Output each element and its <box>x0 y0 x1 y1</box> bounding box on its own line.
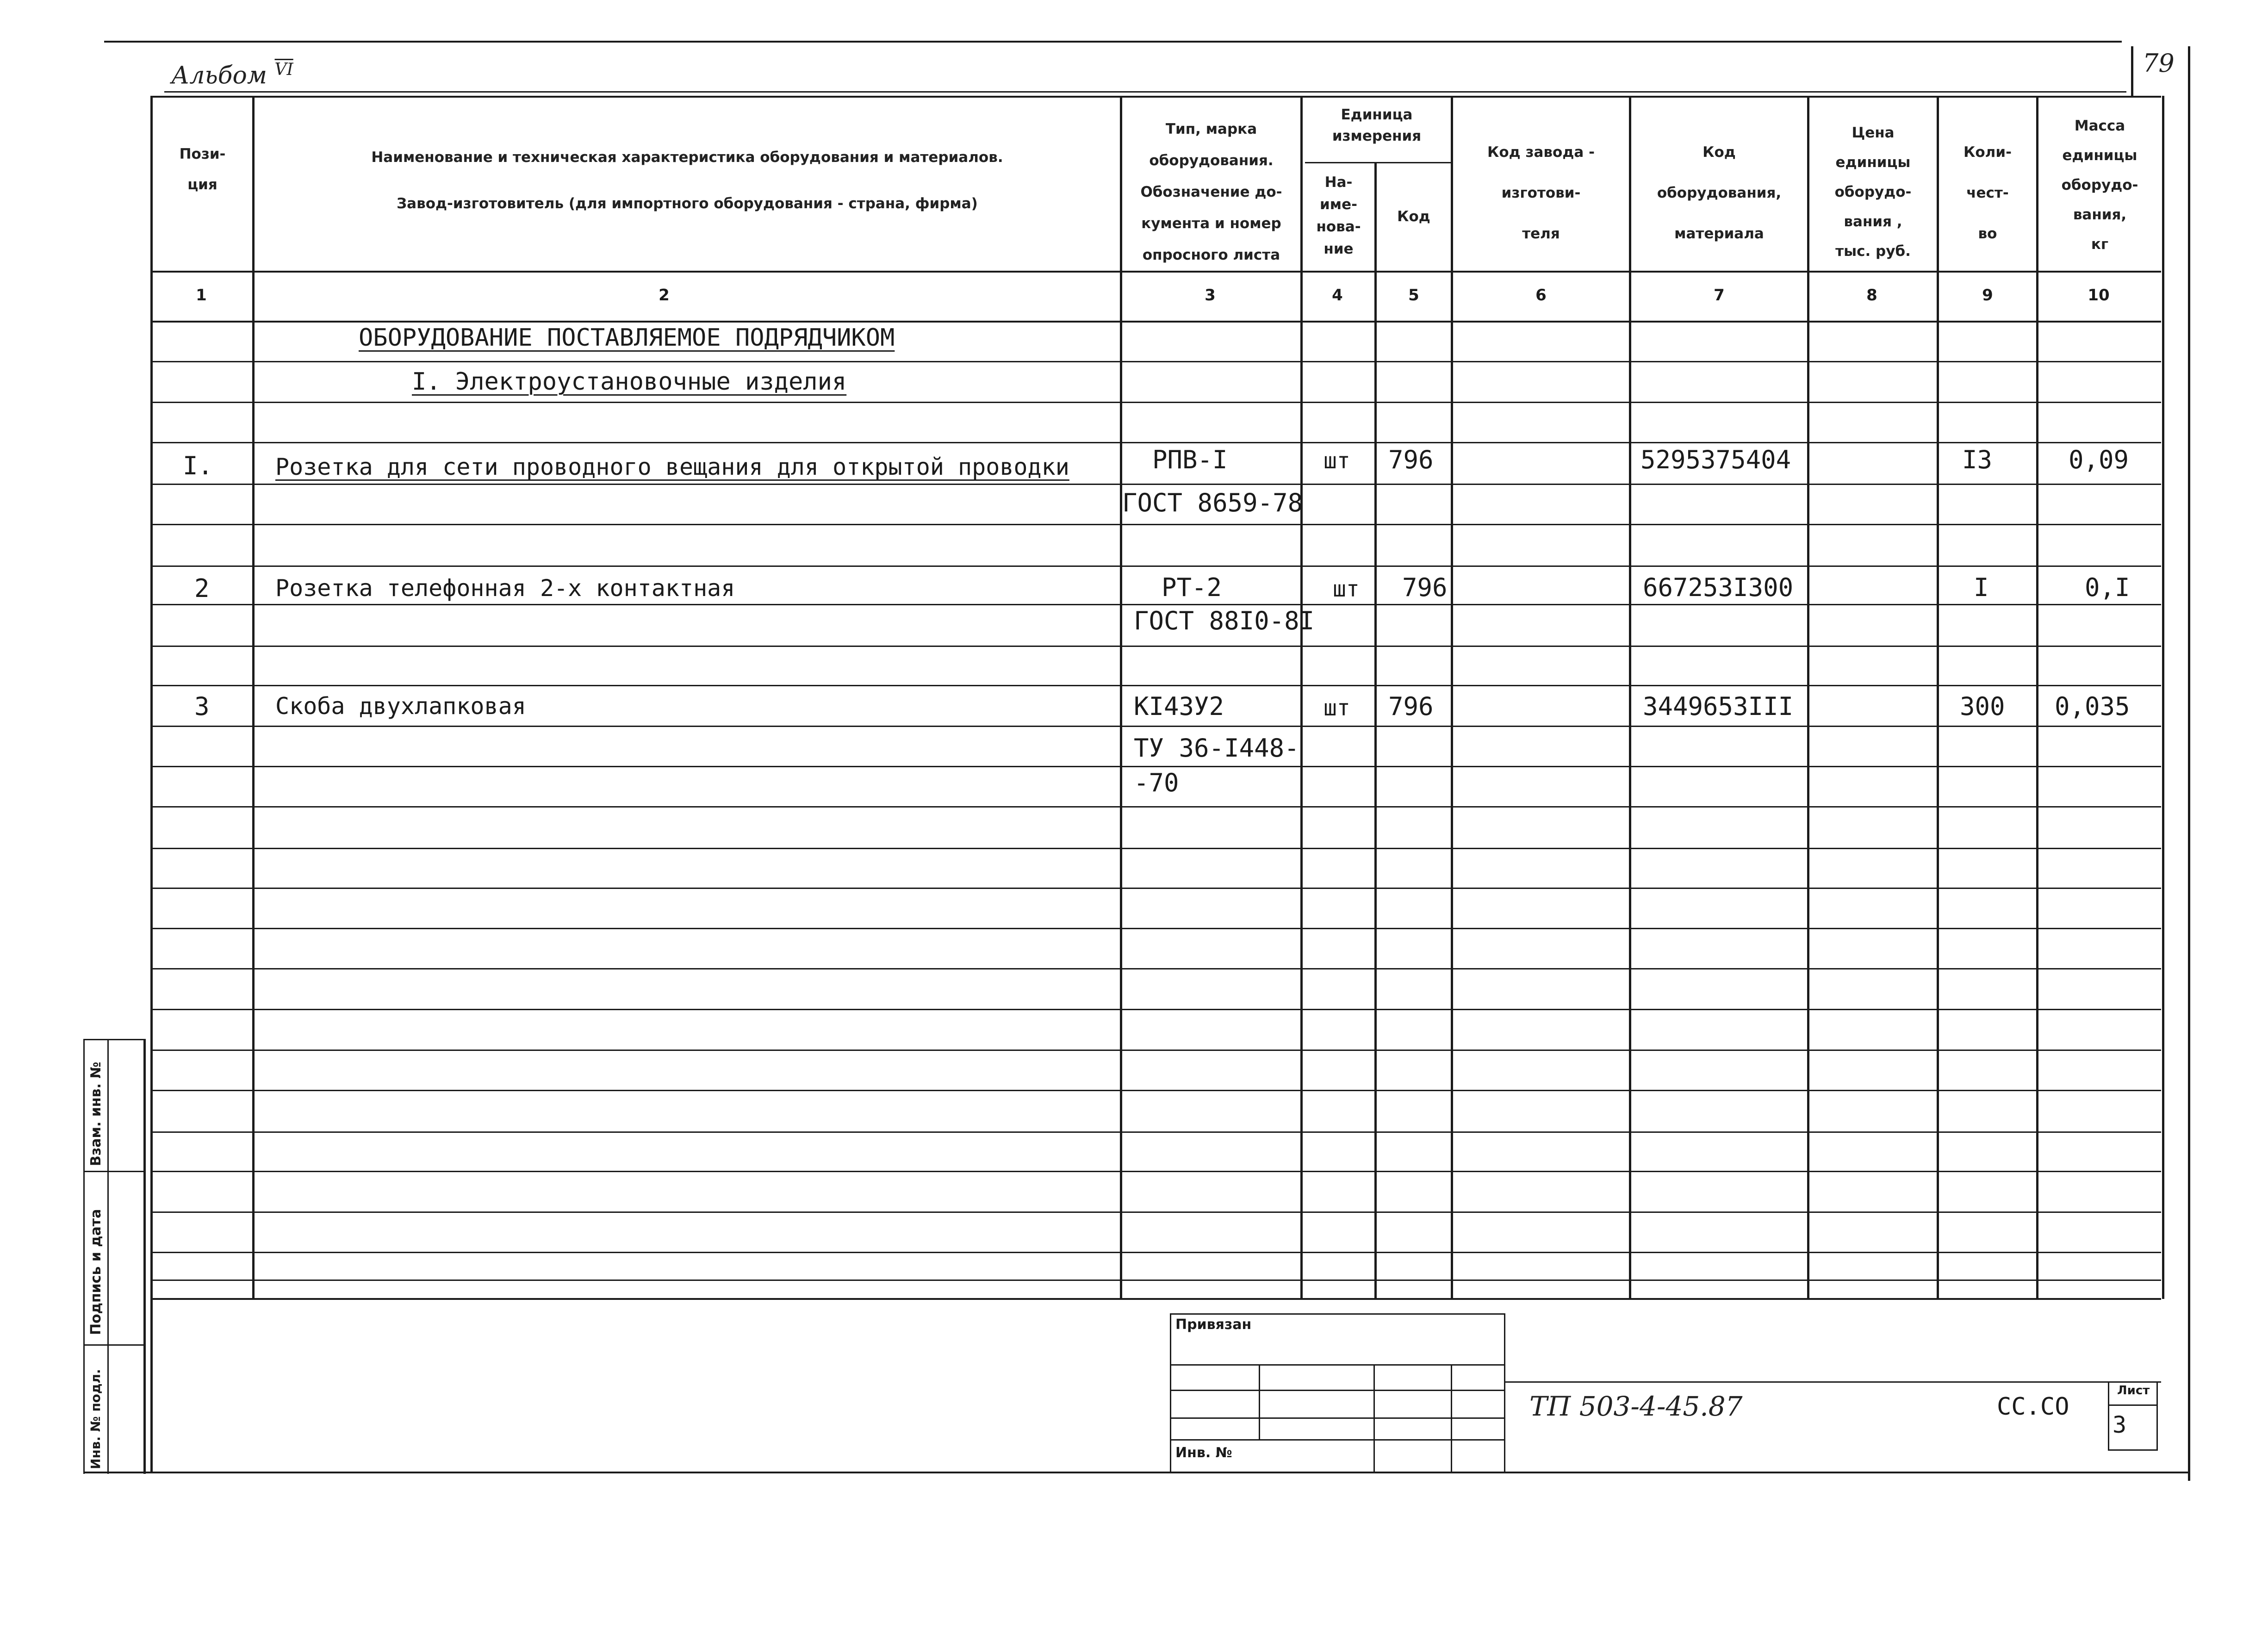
row3-code: 3449653III <box>1643 692 1794 721</box>
table-bottom-border <box>150 1298 2161 1300</box>
row-line <box>150 1090 2161 1091</box>
stamp-box-left <box>1170 1313 1171 1473</box>
sheet-number: 3 <box>2113 1411 2127 1438</box>
sheet-label: Лист <box>2117 1384 2150 1398</box>
row3-position: 3 <box>194 692 210 721</box>
row-line <box>150 968 2161 969</box>
header-col8: Цена единицы оборудо- вания , тыс. руб. <box>1834 124 1912 260</box>
row3-name: Скоба двухлапковая <box>275 693 526 720</box>
row3-doc-line2: -70 <box>1134 768 1179 797</box>
header-col3: Тип, марка оборудования. Обозначение до- кумента и номер опросного листа <box>1140 121 1282 263</box>
album-word: Альбом <box>171 62 267 90</box>
col-number-6: 6 <box>1535 286 1547 304</box>
row2-qty: I <box>1974 573 1989 602</box>
row-line <box>150 848 2161 849</box>
column-line-1 <box>252 96 255 1299</box>
row-line <box>150 484 2161 485</box>
column-line-0 <box>150 96 153 1472</box>
col-number-3: 3 <box>1205 286 1216 304</box>
row-line <box>150 565 2161 567</box>
side-label-signature-date: Подпись и дата <box>88 1209 104 1335</box>
sheet-box-bottom <box>2108 1449 2158 1451</box>
row1-type: РПВ-I <box>1152 445 1228 474</box>
sheet-box-left <box>2108 1381 2109 1451</box>
row2-position: 2 <box>194 574 210 603</box>
row1-position: I. <box>183 451 213 480</box>
header-col4: На- име- нова- ние <box>1316 174 1361 257</box>
row-line <box>150 1280 2161 1281</box>
row1-unit-code: 796 <box>1388 445 1434 474</box>
stamp-box-v3 <box>1451 1364 1452 1473</box>
col-number-8: 8 <box>1866 286 1877 304</box>
doc-code <box>1529 1391 1743 1422</box>
header-col1: Пози- ция <box>179 146 226 193</box>
row1-code: 5295375404 <box>1640 445 1791 474</box>
row-line <box>150 524 2161 525</box>
column-line-8 <box>1937 96 1939 1299</box>
section-title: ОБОРУДОВАНИЕ ПОСТАВЛЯЕМОЕ ПОДРЯДЧИКОМ <box>359 324 895 352</box>
stamp-box-right <box>1504 1313 1505 1473</box>
row-line <box>150 888 2161 889</box>
header-bottom-border <box>150 271 2161 273</box>
row-line <box>150 1252 2161 1253</box>
row3-type: КI43У2 <box>1134 692 1224 721</box>
row-line <box>150 928 2161 929</box>
col-number-7: 7 <box>1714 286 1725 304</box>
header-unit-group: Единица измерения <box>1332 106 1422 144</box>
row-line <box>150 604 2161 605</box>
album-underline <box>164 91 2126 93</box>
row-line <box>150 442 2161 443</box>
header-col5: Код <box>1397 208 1430 225</box>
row-line <box>150 402 2161 403</box>
column-line-6 <box>1629 96 1631 1299</box>
col-number-4: 4 <box>1332 286 1343 304</box>
row1-doc: ГОСТ 8659-78 <box>1122 488 1303 517</box>
stamp-box-line3 <box>1170 1417 1505 1419</box>
stamp-inv-label: Инв. № <box>1175 1445 1232 1461</box>
row-line <box>150 1211 2161 1213</box>
row-line <box>150 1131 2161 1133</box>
row1-name: Розетка для сети проводного вещания для открытой проводки <box>275 453 1069 480</box>
row-line <box>150 685 2161 686</box>
row1-qty: I3 <box>1962 445 1993 474</box>
row2-type: РТ-2 <box>1162 573 1222 602</box>
side-strip-top <box>83 1039 146 1040</box>
unit-header-split <box>1305 162 1453 163</box>
row-line <box>150 726 2161 727</box>
side-strip-div1 <box>83 1171 146 1172</box>
row3-unit-code: 796 <box>1388 692 1434 721</box>
page-number-box-left <box>2131 46 2133 97</box>
row2-doc: ГОСТ 88I0-8I <box>1134 606 1315 635</box>
side-strip-left <box>83 1039 85 1474</box>
header-col9: Коли- чест- во <box>1964 144 2012 242</box>
stamp-box-v2 <box>1373 1364 1375 1473</box>
side-strip-mid <box>107 1039 109 1474</box>
side-label-original-inv: Инв. № подл. <box>88 1369 103 1469</box>
row2-name: Розетка телефонная 2-х контактная <box>275 575 735 602</box>
table-top-border <box>150 96 2161 98</box>
header-col6: Код завода - изготови- теля <box>1487 144 1595 242</box>
col-number-1: 1 <box>196 286 207 304</box>
column-line-2 <box>1120 96 1122 1299</box>
row-line <box>150 1009 2161 1010</box>
sheet-box-right <box>2156 1381 2158 1451</box>
row1-mass: 0,09 <box>2069 445 2129 474</box>
numbers-row-bottom-border <box>150 321 2161 323</box>
column-line-5 <box>1451 96 1453 1299</box>
stamp-box-line4 <box>1170 1439 1505 1441</box>
column-line-4 <box>1374 162 1377 1299</box>
row-line <box>150 646 2161 647</box>
side-label-replaced-inv: Взам. инв. № <box>88 1062 104 1166</box>
header-col7: Код оборудования, материала <box>1657 144 1782 242</box>
row2-code: 66725ЗI300 <box>1643 573 1794 602</box>
col-number-2: 2 <box>659 286 670 304</box>
row3-doc-line1: ТУ 36-I448- <box>1134 733 1299 763</box>
page-bottom-border <box>83 1472 2189 1473</box>
subsection-title: I. Электроустановочные изделия <box>412 368 847 396</box>
sheet-code: СС.СО <box>1997 1393 2069 1421</box>
doc-code-top-line <box>1504 1381 2161 1383</box>
column-line-9 <box>2036 96 2038 1299</box>
row3-qty: 300 <box>1960 692 2005 721</box>
stamp-box-v1 <box>1259 1364 1260 1441</box>
frame-left-border <box>143 1039 146 1474</box>
col-number-10: 10 <box>2088 286 2110 304</box>
row-line <box>150 1050 2161 1051</box>
album-label <box>171 60 293 89</box>
column-line-3 <box>1300 96 1303 1299</box>
row2-unit-code: 796 <box>1402 573 1448 602</box>
page-number: 79 <box>2143 49 2175 78</box>
row-line <box>150 361 2161 362</box>
stamp-box-top <box>1170 1313 1505 1315</box>
stamp-box-line2 <box>1170 1390 1505 1391</box>
stamp-box-line1 <box>1170 1364 1505 1366</box>
sheet-box-mid <box>2108 1404 2158 1406</box>
row-line <box>150 806 2161 808</box>
row-line <box>150 1171 2161 1172</box>
doc-code-text: ТП 503-4-45.87 <box>1529 1391 1743 1422</box>
row2-mass: 0,I <box>2085 573 2130 602</box>
column-line-10 <box>2162 96 2164 1299</box>
top-border-line <box>104 41 2122 43</box>
row3-unit: шт <box>1324 695 1350 721</box>
col-number-5: 5 <box>1408 286 1419 304</box>
row1-unit: шт <box>1324 448 1350 474</box>
stamp-privyazan-label: Привязан <box>1175 1317 1252 1333</box>
col-number-9: 9 <box>1982 286 1993 304</box>
side-strip-div2 <box>83 1344 146 1346</box>
album-number: VI <box>274 60 293 79</box>
column-line-7 <box>1807 96 1809 1299</box>
row2-unit: шт <box>1333 576 1360 602</box>
row3-mass: 0,035 <box>2055 692 2130 721</box>
header-col2: Наименование и техническая характеристика оборудования и материалов. Завод-изготовитель (для импортного оборудования - страна, фирма) <box>371 149 1003 212</box>
row-line <box>150 766 2161 767</box>
page-number-box-right <box>2188 46 2190 1481</box>
header-col10: Масса единицы оборудо- вания, кг <box>2061 118 2138 253</box>
